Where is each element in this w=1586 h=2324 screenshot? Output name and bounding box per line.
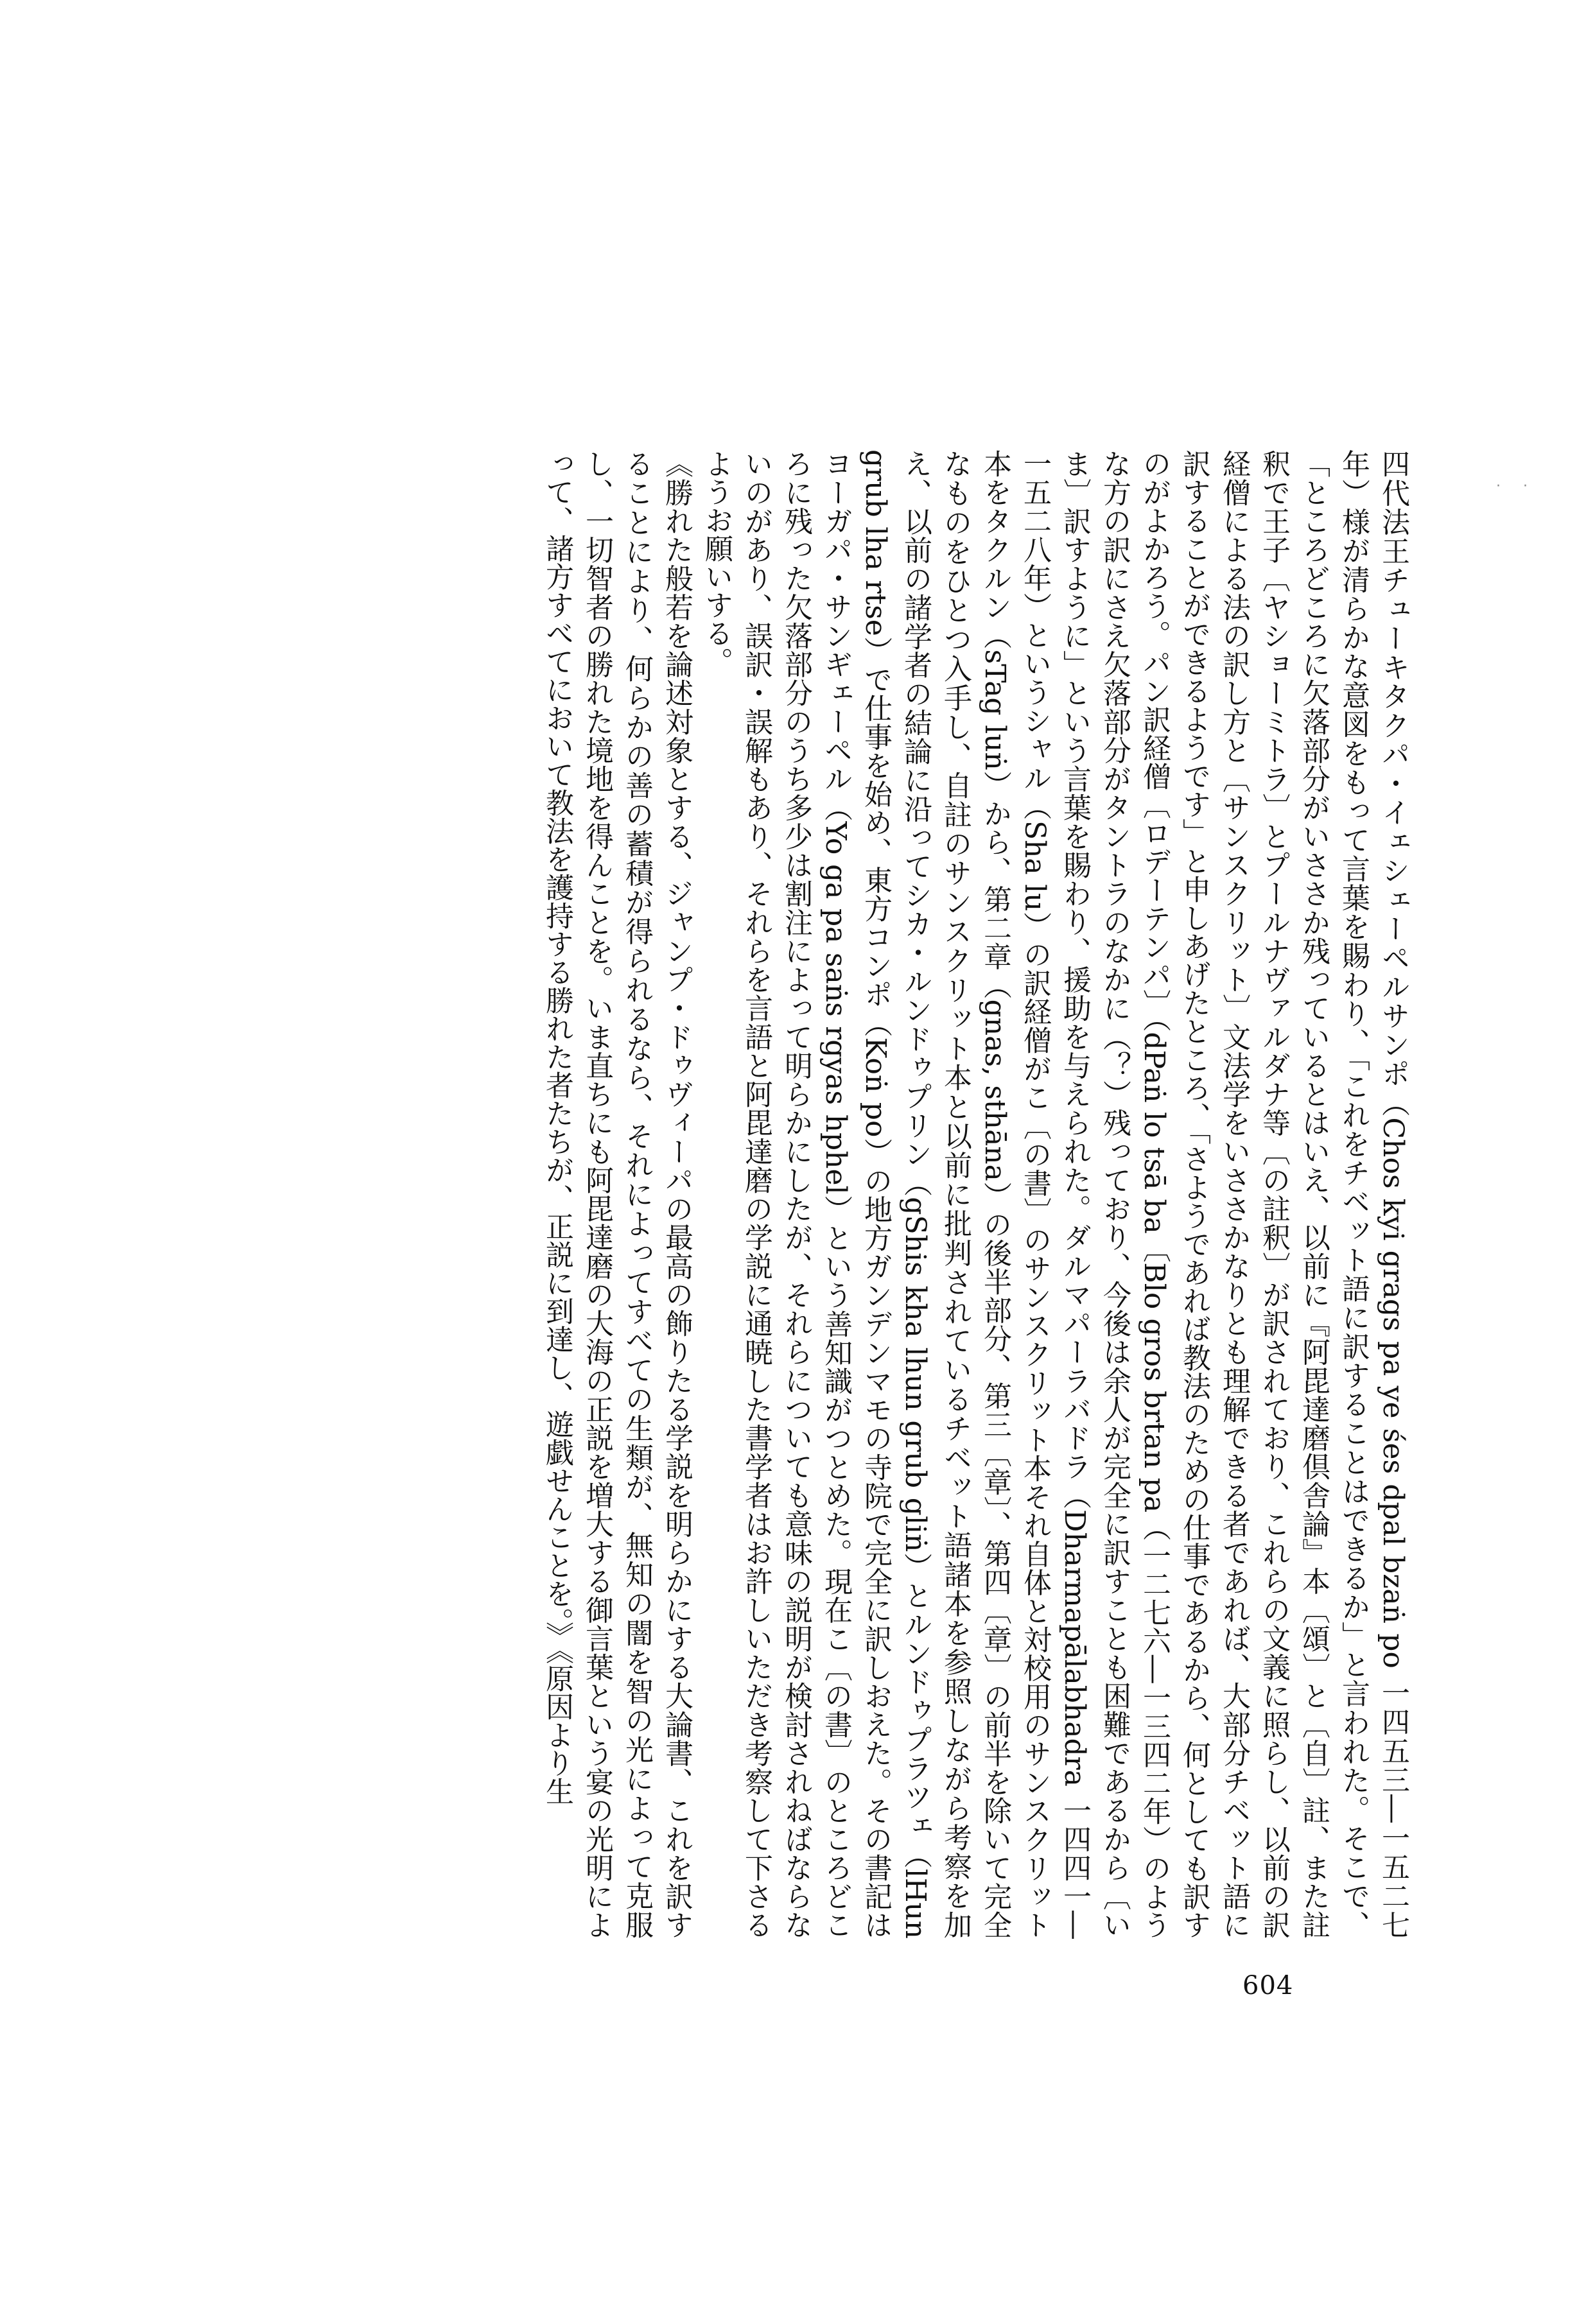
paragraph-colophon: 四代法王チューキタクパ・イェシェーペルサンポ（Chos kyi grags pa ye śes dpal bzaṅ po 一四五三―一五二七年）様が清らかな意図をもって言葉を賜わり、「これをチベット語に訳することはできるか」と言われた。そこで、「ところどころに欠落部分がいささか残っているとはいえ、以前に『阿毘達磨倶舎論』本〔頌〕と〔自〕註、また註釈で王子〔ヤショーミトラ〕とプールナヴァルダナ等〔の註釈〕が訳されており、これらの文義に照らし、以前の訳経僧による法の訳し方と〔サンスクリット〕文法学をいささかなりとも理解できる者であれば、大部分チベット語に訳することができるようです」と申しあげたところ、「さようであれば教法のための仕事であるから、何としても訳すのがよかろう。パン訳経僧〔ロデーテンパ〕（dPaṅ lo tsā ba〔Blo gros brtan pa（一二七六―一三四二年）のような方の訳にさえ欠落部分がタントラのなかに（？）残っており、今後は余人が完全に訳すことも困難であるから〔いま〕訳すように」という言葉を賜わり、援助を与えられた。ダルマパーラバドラ（Dharmapālabhadra 一四四一―一五二八年）というシャル（Sha lu）の訳経僧がこ〔の書〕のサンスクリット本それ自体と対校用のサンスクリット本をタクルン（sTag luṅ）から、第二章（gnas, sthāna）の後半部分、第三〔章〕、第四〔章〕の前半を除いて完全なものをひとつ入手し、自註のサンスクリット本と以前に批判されているチベット語諸本を参照しながら考察を加え、以前の諸学者の結論に沿ってシカ・ルンドゥプリン（gShis kha lhun grub gliṅ）とルンドゥプラツェ（lHun grub lha rtse）で仕事を始め、東方コンポ（Koṅ po）の地方ガンデンマモの寺院で完全に訳しおえた。その書記はヨーガパ・サンギェーペル（Yo ga pa saṅs rgyas hphel）という善知識がつとめた。現在こ〔の書〕のところどころに残った欠落部分のうち多少は割注によって明らかにしたが、それらについても意味の説明が検討されねばならないのがあり、誤訳・誤解もあり、それらを言語と阿毘達磨の学説に通暁した書学者はお許しいただき考察して下さるようお願いする。 [700,449,1409,1939]
paragraph-verse: 《勝れた般若を論述対象とする、ジャンプ・ドゥヴィーパの最高の飾りたる学説を明らかにする大論書、これを訳することにより、何らかの善の蓄積が得られるなら、それによってすべての生類が、無知の闇を智の光によって克服し、一切智者の勝れた境地を得んことを。いま直ちにも阿毘達磨の大海の正説を増大する御言葉という宴の光明によって、諸方すべてにおいて教法を護持する勝れた者たちが、正説に到達し、遊戯せんことを。》《原因より生 [541,449,693,1939]
page-number: 604 [1242,1971,1294,2000]
body-text-vertical [533,449,1413,1939]
scan-artifact-marks: · · [1496,478,1537,494]
